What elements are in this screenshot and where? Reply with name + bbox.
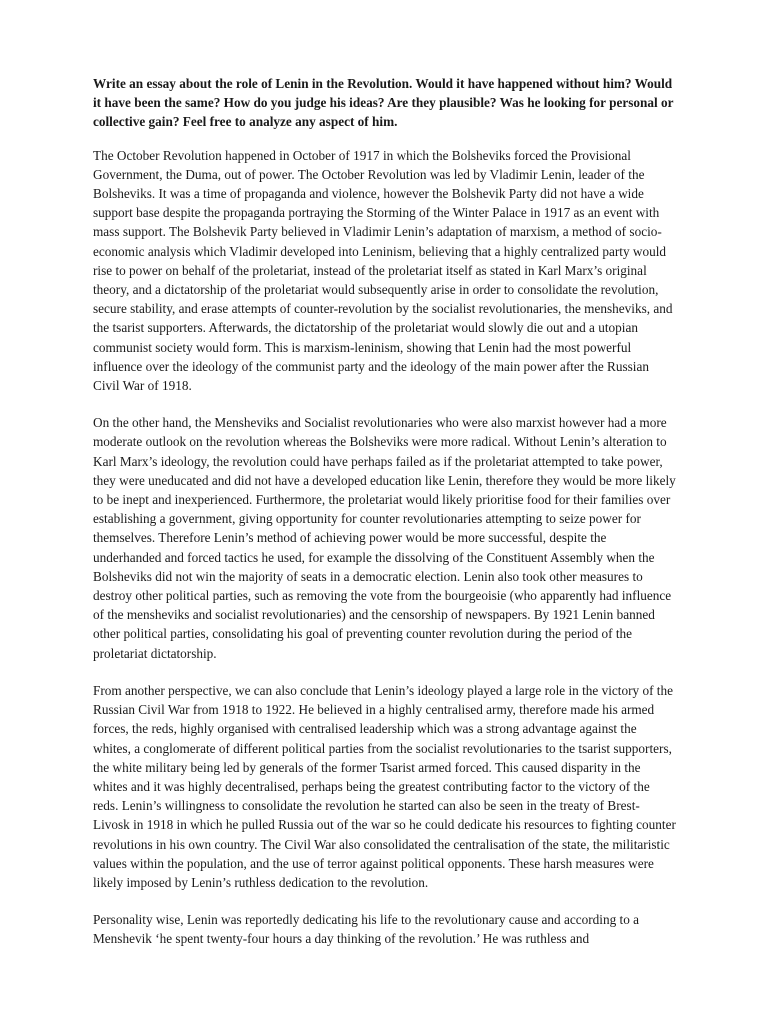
paragraph-4: Personality wise, Lenin was reportedly dedicating his life to the revolutionary cause and according to a Menshevik ‘he spent twenty-four hours a day thinking of the revolution.’ He was ruthless and xyxy=(93,912,640,947)
paragraph-3: From another perspective, we can also conclude that Lenin’s ideology played a large role in the victory of the Russian Civil War from 1918 to 1922. He believed in a highly centralised army, therefore made his armed forces, the reds, highly organised with centralised leadership which was a strong advantage against the whites, a conglomerate of different political parties from the socialist revolutionaries to the tsarist supporters, the white military being led by generals of the former Tsarist armed forced. This caused disparity in the whites and it was highly decentralised, perhaps being the greatest contributing factor to the victory of the reds. Lenin’s willingness to consolidate the revolution he started can also be seen in the treaty of Brest-Livosk in 1918 in which he pulled Russia out of the war so he could dedicate his resources to fighting counter revolutions in his own country. The Civil War also consolidated the centralisation of the state, the militaristic values within the population, and the use of terror against political opponents. These harsh measures were likely imposed by Lenin’s ruthless dedication to the revolution. xyxy=(93,682,676,890)
essay-prompt: Write an essay about the role of Lenin in the Revolution. Would it have happened without him? Would it have been the same? How do you judge his ideas? Are they plausible? Was he looking for personal or collective gain? Feel free to analyze any aspect of him. xyxy=(93,76,674,130)
document-page xyxy=(93,74,676,967)
paragraph-2: On the other hand, the Mensheviks and Socialist revolutionaries who were also marxist however had a more moderate outlook on the revolution whereas the Bolsheviks were more radical. Without Lenin’s alteration to Karl Marx’s ideology, the revolution could have perhaps failed as if the proletariat attempted to take power, they were uneducated and did not have a developed education like Lenin, therefore they would be more likely to be inept and inexperienced. Furthermore, the proletariat would likely prioritise food for their families over establishing a government, giving opportunity for counter revolutionaries attempting to seize power for themselves. Therefore Lenin’s method of achieving power would be more successful, despite the underhanded and forced tactics he used, for example the dissolving of the Constituent Assembly when the Bolsheviks did not win the majority of seats in a democratic election. Lenin also took other measures to destroy other political parties, such as removing the vote from the bourgeoisie (who apparently had influence of the mensheviks and socialist revolutionaries) and the censorship of newspapers. By 1921 Lenin banned other political parties, consolidating his goal of preventing counter revolution during the period of the proletariat dictatorship. xyxy=(93,415,676,661)
paragraph-1: The October Revolution happened in October of 1917 in which the Bolsheviks forced the Provisional Government, the Duma, out of power. The October Revolution was led by Vladimir Lenin, leader of the Bolsheviks. It was a time of propaganda and violence, however the Bolshevik Party did not have a wide support base despite the propaganda portraying the Storming of the Winter Palace in 1917 as an event with mass support. The Bolshevik Party believed in Vladimir Lenin’s adaptation of marxism, a method of socio-economic analysis which Vladimir developed into Leninism, believing that a highly centralized party would rise to power on behalf of the proletariat, instead of the proletariat itself as stated in Karl Marx’s original theory, and a dictatorship of the proletariat would subsequently arise in order to consolidate the revolution, secure stability, and erase attempts of counter-revolution by the socialist revolutionaries, the mensheviks, and the tsarist supporters. Afterwards, the dictatorship of the proletariat would slowly die out and a utopian communist society would form. This is marxism-leninism, showing that Lenin had the most powerful influence over the ideology of the communist party and the ideology of the main power after the Russian Civil War of 1918. xyxy=(93,147,673,394)
